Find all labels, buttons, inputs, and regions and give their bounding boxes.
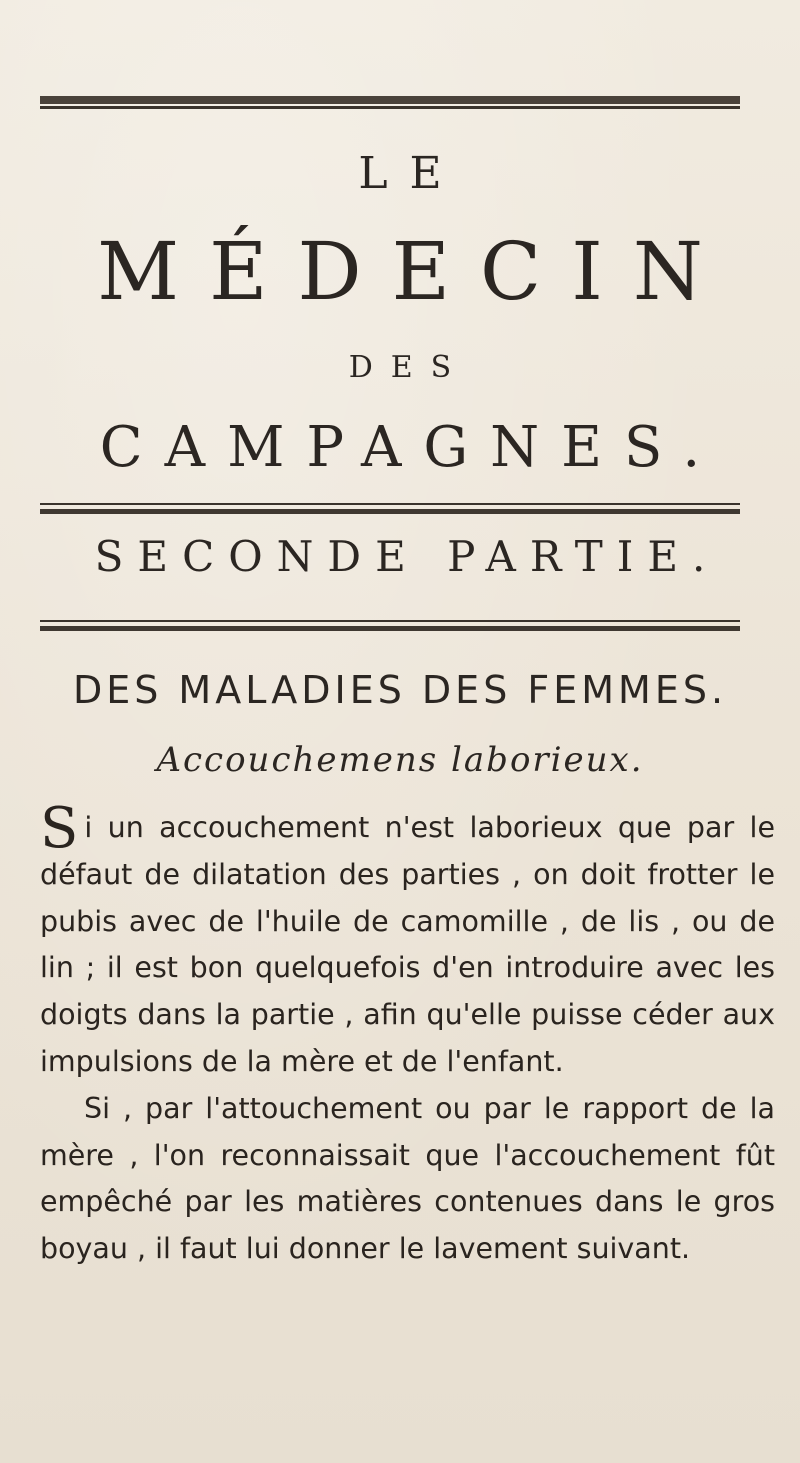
section-heading: DES MALADIES DES FEMMES. xyxy=(72,668,728,712)
paragraph-1 xyxy=(40,796,775,1086)
section-subheading: Accouchemens laborieux. xyxy=(156,740,644,780)
page-title: MÉDECIN xyxy=(97,225,733,318)
paragraph-2-text: Si , par l'attouchement ou par le rapport de la mère , l'on reconnaissait que l'accouchement fût empêché par les matières contenues dans le gros boyau , il faut lui donner le lavement suivant. xyxy=(40,1091,775,1266)
body-text xyxy=(40,796,775,1273)
title-preposition: DES xyxy=(348,350,470,385)
top-rule-thick xyxy=(40,96,740,104)
paragraph-2 xyxy=(40,1086,775,1273)
lower-rule-thin xyxy=(40,620,740,622)
title-article: LE xyxy=(358,148,464,199)
part-label: SECONDE PARTIE. xyxy=(94,532,720,581)
lower-rule-thick xyxy=(40,626,740,631)
drop-cap: S xyxy=(40,796,79,861)
top-rule-thin xyxy=(40,106,740,109)
title-subject: CAMPAGNES. xyxy=(99,415,723,480)
middle-rule-thick xyxy=(40,509,740,514)
paragraph-1-text: i un accouchement n'est laborieux que par le défaut de dilatation des parties , on doit frotter le pubis avec de l'huile de camomille , de lis , ou de lin ; il est bon quelquefois d'en introduire avec les doigts dans la partie , afin qu'elle puisse céder aux impulsions de la mère et de l'enfant. xyxy=(40,811,775,1078)
middle-rule-thin xyxy=(40,503,740,505)
